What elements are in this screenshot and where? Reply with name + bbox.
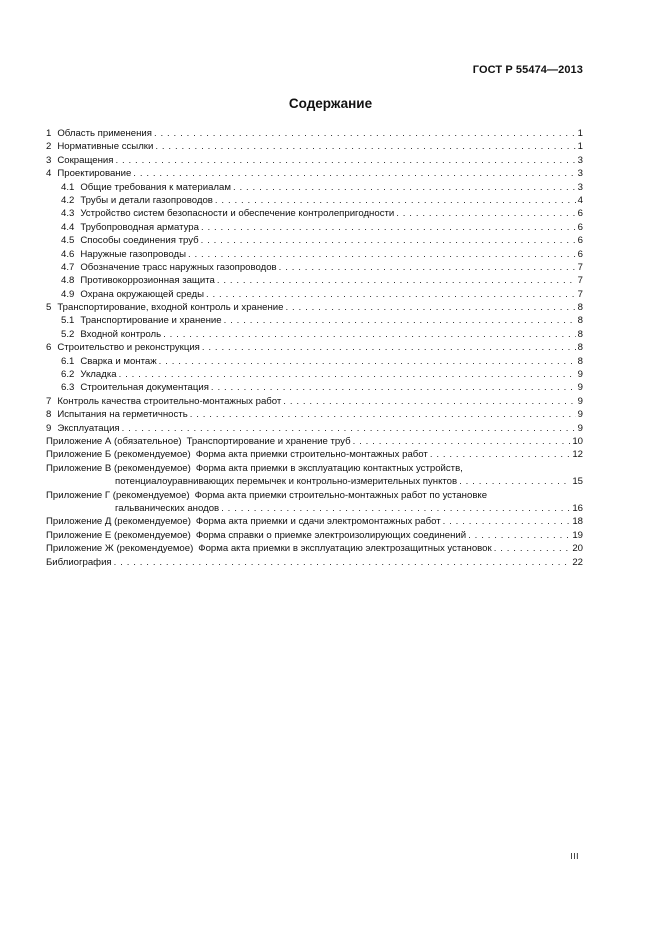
toc-entry[interactable] [46,328,583,341]
appendix-label: Приложение А (обязательное) [46,435,182,447]
appendix-label: Приложение Д (рекомендуемое) [46,516,191,528]
appendix-title: Форма акта приемки в эксплуатацию электрозащитных установок [198,543,492,555]
toc-entry-title: Обозначение трасс наружных газопроводов [80,261,277,273]
toc-appendix-entry[interactable] [46,542,583,555]
toc-entry-title: Наружные газопроводы [80,248,186,260]
appendix-title: Форма акта приемки в эксплуатацию контактных устройств, [195,462,463,474]
toc-appendix-entry[interactable] [46,529,583,542]
toc-entry-title: Трубы и детали газопроводов [80,194,213,206]
toc-entry[interactable] [46,381,583,394]
toc-entry-title: Строительная документация [80,382,209,394]
toc-entry-page: 8 [577,328,583,340]
appendix-title: Форма акта приемки и сдачи электромонтажных работ [195,516,441,528]
toc-entry[interactable] [46,221,583,234]
toc-entry-number: 6.2 [61,369,75,381]
toc-entry-page: 9 [577,422,583,434]
leader-dots [114,556,571,569]
leader-dots [119,368,576,381]
toc-entry-number: 4.3 [61,208,75,220]
toc-entry[interactable] [46,207,583,220]
toc-entry[interactable] [46,167,583,180]
toc-entry-title: Испытания на герметичность [57,409,188,421]
leader-dots [188,248,576,261]
toc-entry-page: 8 [577,315,583,327]
toc-entry-number: 5 [46,302,52,314]
toc-appendix-entry[interactable] [46,435,583,448]
toc-entry[interactable] [46,154,583,167]
toc-entry-number: 2 [46,141,52,153]
toc-entry[interactable] [46,261,583,274]
leader-dots [396,207,575,220]
page-number: III [570,851,579,861]
toc-entry[interactable] [46,127,583,140]
toc-appendix-entry[interactable] [46,489,583,502]
toc-entry[interactable] [46,395,583,408]
toc-entry-number: 1 [46,128,52,139]
table-of-contents [46,127,583,569]
leader-dots [163,328,576,341]
leader-dots [215,194,576,207]
toc-entry-title: Контроль качества строительно-монтажных работ [57,395,282,407]
appendix-title: Транспортирование и хранение труб [186,435,351,447]
toc-appendix-entry[interactable] [46,515,583,528]
leader-dots [159,355,576,368]
leader-dots [211,381,576,394]
appendix-title: Форма справки о приемке электроизолирующих соединений [195,529,467,541]
leader-dots [190,408,576,421]
bibliography-title: Библиография [46,556,112,568]
toc-entry-title: Охрана окружающей среды [80,288,204,300]
toc-entry-number: 8 [46,409,52,421]
toc-entry[interactable] [46,355,583,368]
toc-entry-number: 4.8 [61,275,75,287]
appendix-label: Приложение Б (рекомендуемое) [46,449,191,461]
toc-entry[interactable] [46,422,583,435]
leader-dots [201,221,576,234]
toc-entry-title: Строительство и реконструкция [57,342,200,354]
toc-entry-title: Общие требования к материалам [80,181,231,193]
toc-entry-title: Трубопроводная арматура [80,221,199,233]
toc-bibliography-entry[interactable] [46,556,583,569]
document-code: ГОСТ Р 55474—2013 [472,64,583,76]
toc-entry-page: 1 [577,141,583,153]
toc-entry-title: Сварка и монтаж [80,355,157,367]
toc-entry-number: 6.3 [61,382,75,394]
appendix-label: Приложение Е (рекомендуемое) [46,529,191,541]
toc-entry-page: 6 [577,235,583,247]
toc-entry[interactable] [46,194,583,207]
toc-entry-page: 7 [577,288,583,300]
appendix-page: 10 [572,435,583,447]
toc-entry-number: 6.1 [61,355,75,367]
page-title: Содержание [288,96,373,111]
leader-dots [353,435,571,448]
toc-entry[interactable] [46,314,583,327]
toc-entry-title: Транспортирование и хранение [80,315,222,327]
toc-entry-title: Область применения [57,128,152,139]
leader-dots [283,395,575,408]
leader-dots [202,341,576,354]
toc-entry-number: 5.2 [61,328,75,340]
appendix-title-continuation: гальванических анодов [115,502,220,514]
toc-entry-number: 4.4 [61,221,75,233]
leader-dots [133,167,575,180]
toc-entry-title: Проектирование [57,168,132,180]
toc-entry-page: 3 [577,181,583,193]
toc-entry[interactable] [46,274,583,287]
toc-entry-page: 8 [577,342,583,354]
appendix-label: Приложение Г (рекомендуемое) [46,489,190,501]
leader-dots [443,515,571,528]
toc-entry-title: Устройство систем безопасности и обеспечение контролепригодности [80,208,395,220]
toc-entry-number: 4.9 [61,288,75,300]
toc-entry-page: 6 [577,248,583,260]
leader-dots [201,234,576,247]
appendix-page: 15 [572,476,583,488]
leader-dots [459,475,570,488]
toc-entry-page: 8 [577,355,583,367]
toc-entry-title: Укладка [80,369,117,381]
toc-entry[interactable] [46,140,583,153]
toc-entry-title: Нормативные ссылки [57,141,154,153]
toc-entry-page: 9 [577,369,583,381]
toc-entry-number: 4.6 [61,248,75,260]
leader-dots [279,261,576,274]
toc-entry[interactable] [46,181,583,194]
toc-entry-page: 3 [577,154,583,166]
toc-entry-page: 6 [577,208,583,220]
toc-entry-number: 4 [46,168,52,180]
leader-dots [122,422,576,435]
leader-dots [154,127,576,140]
toc-entry-title: Эксплуатация [57,422,120,434]
toc-entry-title: Противокоррозионная защита [80,275,215,287]
appendix-title: Форма акта приемки строительно-монтажных работ [195,449,428,461]
leader-dots [115,154,575,167]
toc-entry-page: 6 [577,221,583,233]
toc-entry[interactable] [46,408,583,421]
toc-appendix-entry[interactable] [46,448,583,461]
toc-entry-number: 5.1 [61,315,75,327]
appendix-label: Приложение Ж (рекомендуемое) [46,543,194,555]
leader-dots [494,542,571,555]
toc-entry-page: 9 [577,382,583,394]
leader-dots [286,301,576,314]
leader-dots [468,529,570,542]
toc-entry-number: 4.7 [61,261,75,273]
toc-entry[interactable] [46,248,583,261]
toc-entry[interactable] [46,368,583,381]
toc-entry[interactable] [46,234,583,247]
leader-dots [224,314,576,327]
toc-entry[interactable] [46,288,583,301]
appendix-title: Форма акта приемки строительно-монтажных работ по установке [194,489,488,501]
toc-appendix-continuation[interactable] [46,475,583,488]
toc-entry-page: 4 [577,194,583,206]
leader-dots [233,181,576,194]
leader-dots [221,502,570,515]
appendix-page: 20 [572,543,583,555]
toc-entry-page: 9 [577,395,583,407]
leader-dots [155,140,575,153]
toc-entry-page: 8 [577,302,583,314]
toc-appendix-continuation[interactable] [46,502,583,515]
leader-dots [217,274,576,287]
appendix-page: 19 [572,529,583,541]
bibliography-page: 22 [572,556,583,568]
toc-entry-title: Входной контроль [80,328,162,340]
toc-entry-page: 9 [577,409,583,421]
toc-entry-page: 7 [577,261,583,273]
appendix-title-continuation: потенциалоуравнивающих перемычек и контрольно-измерительных пунктов [115,476,458,488]
leader-dots [430,448,571,461]
toc-entry-page: 7 [577,275,583,287]
toc-entry-page: 3 [577,168,583,180]
toc-appendix-entry[interactable] [46,462,583,475]
toc-entry-number: 4.2 [61,194,75,206]
toc-entry-number: 4.1 [61,181,75,193]
toc-entry[interactable] [46,301,583,314]
appendix-label: Приложение В (рекомендуемое) [46,462,191,474]
toc-entry-title: Транспортирование, входной контроль и хранение [57,302,284,314]
appendix-page: 12 [572,449,583,461]
toc-entry-number: 4.5 [61,235,75,247]
appendix-page: 18 [572,516,583,528]
toc-entry-number: 3 [46,154,52,166]
toc-entry[interactable] [46,341,583,354]
toc-entry-page: 1 [577,128,583,139]
appendix-page: 16 [572,502,583,514]
toc-entry-number: 7 [46,395,52,407]
toc-entry-title: Способы соединения труб [80,235,199,247]
leader-dots [206,288,576,301]
toc-entry-number: 6 [46,342,52,354]
toc-entry-title: Сокращения [57,154,114,166]
toc-entry-number: 9 [46,422,52,434]
